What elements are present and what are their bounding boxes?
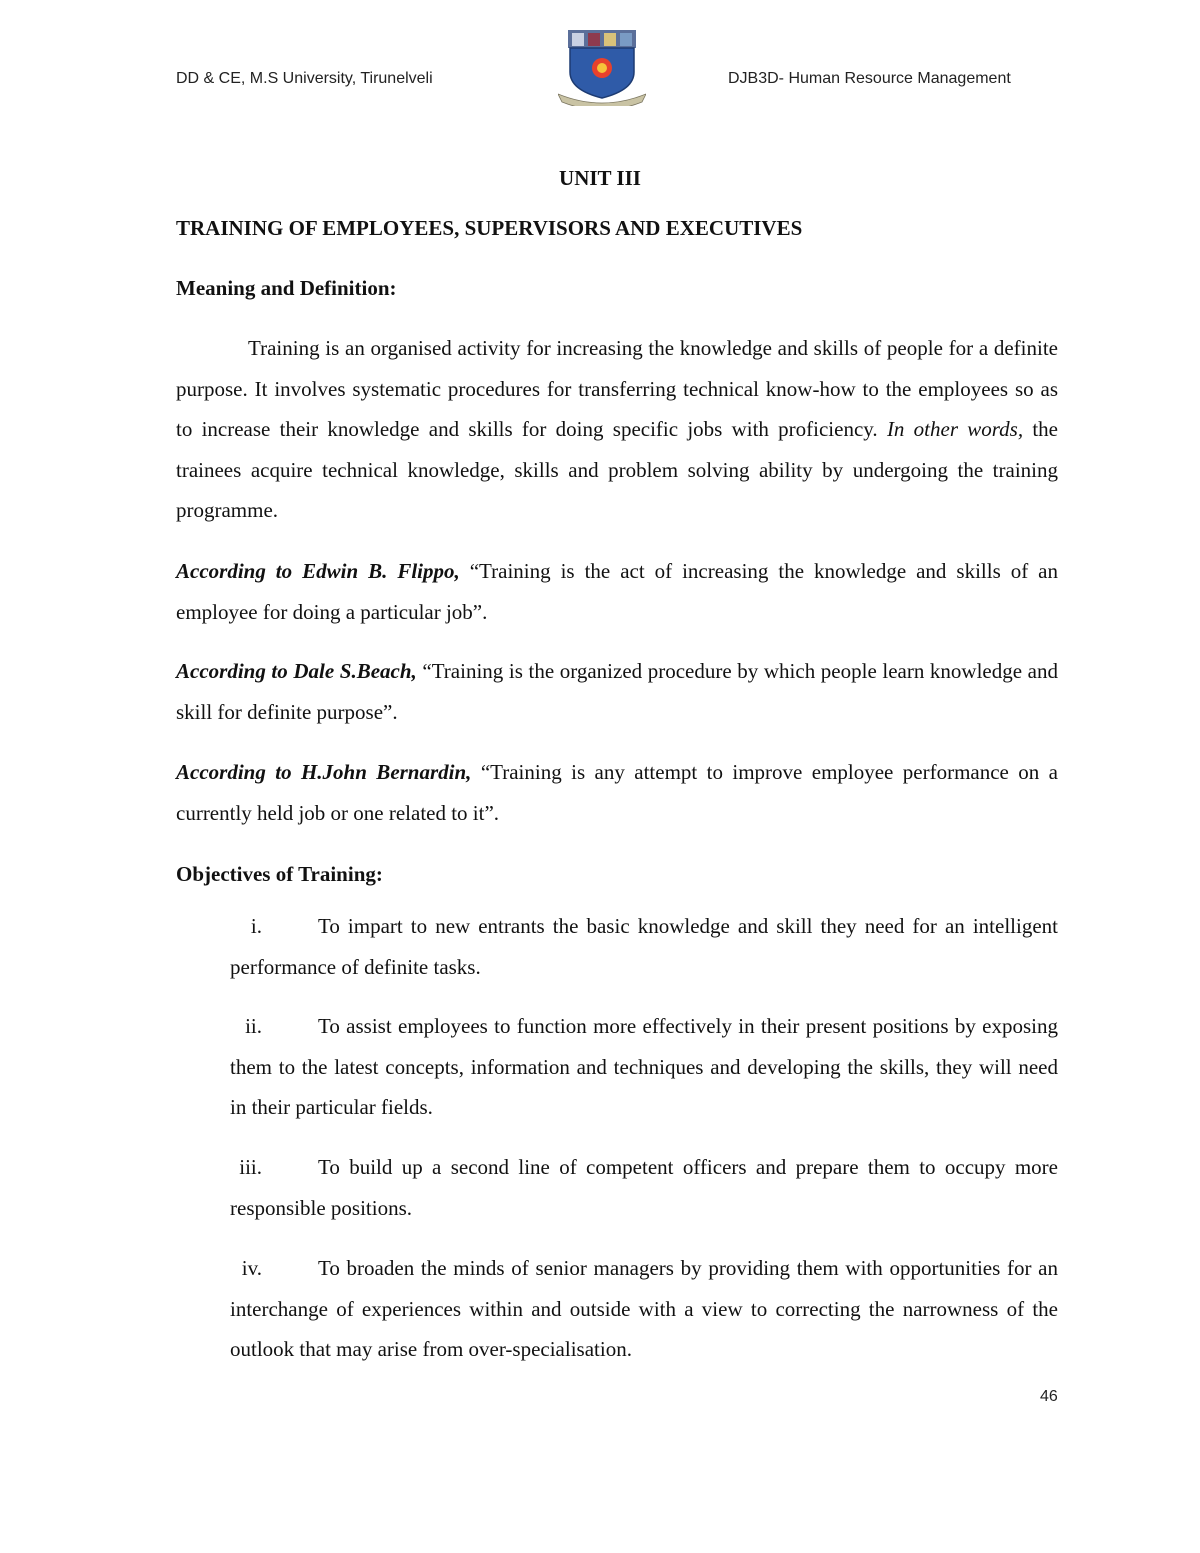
header-left: DD & CE, M.S University, Tirunelveli xyxy=(176,70,433,87)
list-item xyxy=(176,906,1058,987)
definition-text: “Training is any attempt to improve employee performance on a currently held job or one related to it”. xyxy=(176,760,1058,825)
list-item xyxy=(176,1248,1058,1370)
definition-text: “Training is the organized procedure by which people learn knowledge and skill for definite purpose”. xyxy=(176,659,1058,724)
definition-flippo xyxy=(176,551,1058,632)
list-item-text: To assist employees to function more effectively in their present positions by exposing them to the latest concepts, information and techniques and developing the skills, they will need in their particular fields. xyxy=(230,1014,1058,1119)
meaning-italic-phrase: In other words, xyxy=(886,417,1024,441)
list-item xyxy=(176,1006,1058,1128)
list-item-text: To build up a second line of competent officers and prepare them to occupy more responsible positions. xyxy=(230,1155,1058,1220)
definition-author: According to Dale S.Beach, xyxy=(176,659,417,683)
definition-text: “Training is the act of increasing the knowledge and skills of an employee for doing a particular job”. xyxy=(176,559,1058,624)
list-item-number: iii. xyxy=(239,1155,262,1179)
definition-beach xyxy=(176,651,1058,732)
definition-author: According to Edwin B. Flippo, xyxy=(176,559,460,583)
meaning-text-1: Training is an organised activity for increasing the knowledge and skills of people for a definite purpose. It involves systematic procedures for transferring technical know-how to the employees so as to increase their knowledge and skills for doing specific jobs with proficiency. xyxy=(176,336,1058,441)
list-item-number: i. xyxy=(250,914,262,938)
list-item-text: To impart to new entrants the basic knowledge and skill they need for an intelligent performance of definite tasks. xyxy=(230,914,1058,979)
chapter-heading: TRAINING OF EMPLOYEES, SUPERVISORS AND EXECUTIVES xyxy=(176,216,803,240)
list-item xyxy=(176,1147,1058,1228)
definition-bernardin xyxy=(176,752,1058,833)
unit-title: UNIT III xyxy=(559,166,641,190)
list-item-number: ii. xyxy=(245,1014,262,1038)
meaning-text-2: the trainees acquire technical knowledge, skills and problem solving ability by undergoing the training programme. xyxy=(176,417,1059,522)
list-item-text: To broaden the minds of senior managers by providing them with opportunities for an interchange of experiences within and outside with a view to correcting the narrowness of the outlook that may arise from over-specialisation. xyxy=(230,1256,1058,1361)
header-right: DJB3D- Human Resource Management xyxy=(728,70,1011,87)
meaning-paragraph xyxy=(176,328,1058,531)
objectives-heading: Objectives of Training: xyxy=(176,862,383,886)
page-number: 46 xyxy=(1040,1388,1058,1405)
list-item-number: iv. xyxy=(241,1256,262,1280)
definition-author: According to H.John Bernardin, xyxy=(176,760,472,784)
university-emblem xyxy=(558,28,646,106)
meaning-heading: Meaning and Definition: xyxy=(176,276,397,300)
